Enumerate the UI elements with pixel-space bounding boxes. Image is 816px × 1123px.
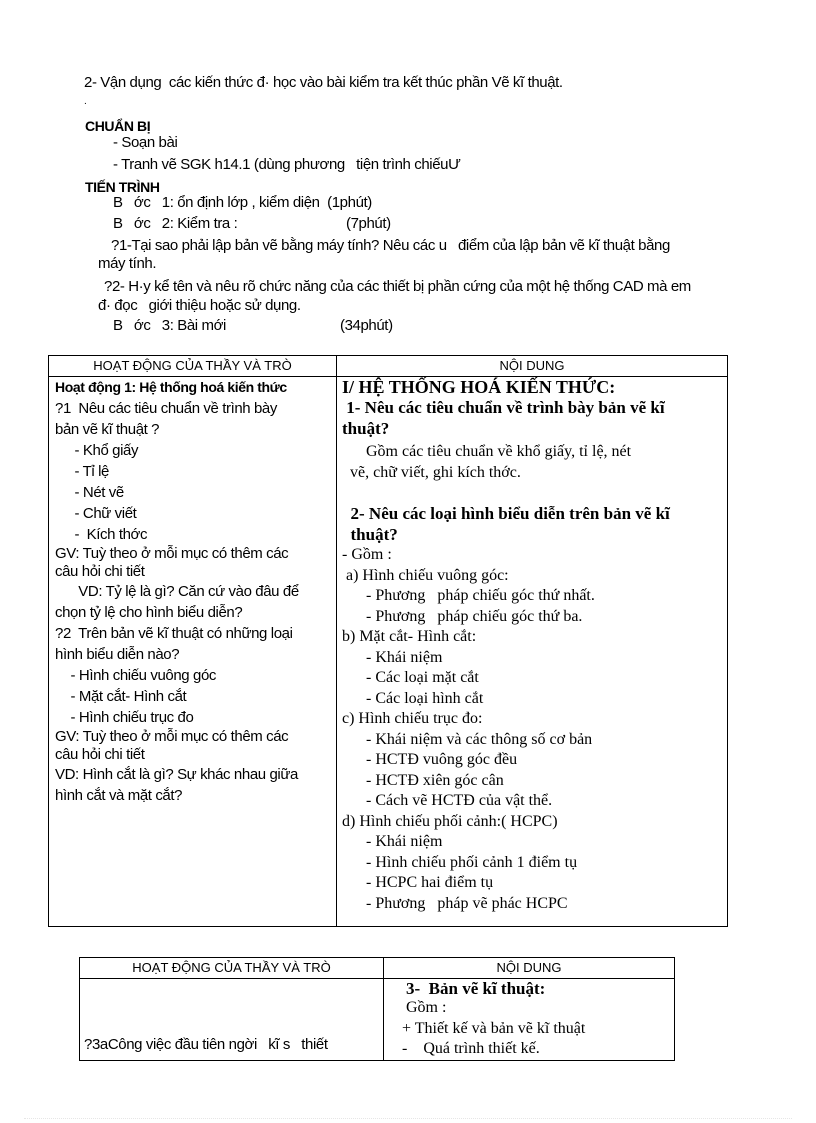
- content-cell-2: [384, 979, 675, 1061]
- content-answer-1: Gồm các tiêu chuẩn về khổ giấy, tỉ lệ, nét: [342, 443, 632, 460]
- activity-heading: Hoạt động 1: Hệ thống hoá kiến thức: [55, 379, 287, 395]
- content-line: - Khái niệm: [342, 648, 443, 666]
- procedure-heading: TIẾN TRÌNH: [85, 179, 160, 195]
- step-1: B ớc 1: ổn định lớp , kiểm diện (1phút): [113, 194, 372, 211]
- content-question-1-cont: thuật?: [342, 418, 390, 438]
- question-1-line-1: ?1-Tại sao phải lập bản vẽ bằng máy tính? Nêu các u điểm của lập bản vẽ kĩ thuật bằng: [111, 237, 670, 254]
- stray-dot: .: [84, 96, 87, 107]
- activity-line: bản vẽ kĩ thuật ?: [55, 421, 160, 438]
- activity-line: - Tỉ lệ: [67, 463, 109, 480]
- activity-line: - Mặt cắt- Hình cắt: [63, 688, 187, 705]
- activity-line: ?1 Nêu các tiêu chuẩn về trình bày: [55, 400, 277, 417]
- content-line: - Hình chiếu phối cảnh 1 điểm tụ: [342, 853, 578, 871]
- activities-cell: [49, 377, 337, 927]
- preparation-item-2: - Tranh vẽ SGK h14.1 (dùng phương tiện trình chiếuƯ: [113, 156, 461, 173]
- lesson-table-2: [79, 957, 675, 1061]
- content-line: - HCTĐ vuông góc đều: [342, 751, 518, 768]
- content-line: + Thiết kế và bản vẽ kĩ thuật: [402, 1019, 586, 1037]
- activity-line: VD: Tỷ lệ là gì? Căn cứ vào đâu để: [67, 583, 299, 600]
- content-question-2-cont: thuật?: [342, 524, 398, 544]
- content-line: - Gồm :: [342, 546, 392, 563]
- activities-cell-2: [80, 979, 384, 1061]
- content-question-1: 1- Nêu các tiêu chuẩn về trình bày bản vẽ kĩ: [342, 398, 665, 417]
- content-line: Gồm :: [406, 999, 447, 1016]
- step-2-time: (7phút): [346, 215, 391, 232]
- question-2-line-2: đ· đọc giới thiệu hoặc sử dụng.: [98, 297, 301, 314]
- column-header-activities-2: HOẠT ĐỘNG CỦA THẦY VÀ TRÒ: [80, 958, 384, 979]
- preparation-item-1: - Soạn bài: [113, 134, 178, 151]
- activity-line: GV: Tuỳ theo ở mỗi mục có thêm các: [55, 728, 289, 745]
- content-line: - Phương pháp chiếu góc thứ nhất.: [342, 587, 595, 604]
- content-line: - Các loại hình cắt: [342, 689, 484, 707]
- activity-line: ?2 Trên bản vẽ kĩ thuật có những loại: [55, 625, 293, 642]
- content-line: - Các loại mặt cắt: [342, 669, 479, 686]
- content-line: - Quá trình thiết kế.: [402, 1040, 540, 1057]
- activity-line: - Nét vẽ: [67, 484, 124, 501]
- activity-line: - Chữ viết: [67, 505, 137, 522]
- section-title: I/ HỆ THỐNG HOÁ KIẾN THỨC:: [342, 377, 616, 397]
- content-line: c) Hình chiếu trục đo:: [342, 710, 483, 727]
- activity-line: hình biểu diễn nào?: [55, 646, 180, 663]
- question-2-line-1: ?2- H·y kể tên và nêu rõ chức năng của các thiết bị phần cứng của một hệ thống CAD mà em: [104, 278, 691, 295]
- activity-line: - Hình chiếu vuông góc: [63, 667, 216, 684]
- content-line: - HCPC hai điểm tụ: [342, 874, 494, 891]
- question-1-line-2: máy tính.: [98, 255, 157, 272]
- activity-line: hình cắt và mặt cắt?: [55, 787, 183, 804]
- step-3-label: B ớc 3: Bài mới: [113, 317, 226, 334]
- activity-line: GV: Tuỳ theo ở mỗi mục có thêm các: [55, 545, 289, 562]
- content-line: a) Hình chiếu vuông góc:: [342, 566, 509, 584]
- activity-line: câu hỏi chi tiết: [55, 746, 145, 763]
- preparation-heading: CHUẨN BỊ: [85, 118, 151, 134]
- activity-line: - Kích thớc: [67, 526, 148, 543]
- step-3-time: (34phút): [340, 317, 393, 334]
- column-header-activities: HOẠT ĐỘNG CỦA THẦY VÀ TRÒ: [49, 356, 337, 377]
- content-line: b) Mặt cắt- Hình cắt:: [342, 628, 477, 645]
- content-heading-3: 3- Bản vẽ kĩ thuật:: [406, 979, 546, 998]
- content-cell: [337, 377, 728, 927]
- content-line: - Phương pháp chiếu góc thứ ba.: [342, 607, 583, 625]
- step-2-label: B ớc 2: Kiểm tra :: [113, 215, 238, 232]
- content-line: - Cách vẽ HCTĐ của vật thể.: [342, 792, 553, 809]
- activity-question-3: ?3aCông việc đầu tiên ngời kĩ s thiết: [84, 1036, 328, 1053]
- column-header-content: NỘI DUNG: [337, 356, 728, 377]
- content-question-2: 2- Nêu các loại hình biểu diễn trên bản vẽ kĩ: [342, 504, 670, 523]
- activity-line: - Hình chiếu trục đo: [63, 709, 194, 726]
- content-line: d) Hình chiếu phối cảnh:( HCPC): [342, 812, 558, 830]
- content-line: - HCTĐ xiên góc cân: [342, 771, 504, 789]
- objective-2: 2- Vận dụng các kiến thức đ· học vào bài kiểm tra kết thúc phần Vẽ kĩ thuật.: [84, 74, 563, 91]
- page-bottom-divider: [24, 1118, 792, 1119]
- column-header-content-2: NỘI DUNG: [384, 958, 675, 979]
- activity-line: chọn tỷ lệ cho hình biểu diễn?: [55, 604, 243, 621]
- content-answer-1-cont: vẽ, chữ viết, ghi kích thớc.: [342, 463, 521, 481]
- content-line: - Khái niệm: [342, 833, 443, 850]
- activity-line: câu hỏi chi tiết: [55, 563, 145, 580]
- lesson-table-1: [48, 355, 728, 927]
- activity-line: - Khổ giấy: [67, 442, 139, 459]
- activity-line: VD: Hình cắt là gì? Sự khác nhau giữa: [55, 766, 298, 783]
- content-line: - Phương pháp vẽ phác HCPC: [342, 894, 568, 912]
- content-line: - Khái niệm và các thông số cơ bản: [342, 730, 593, 748]
